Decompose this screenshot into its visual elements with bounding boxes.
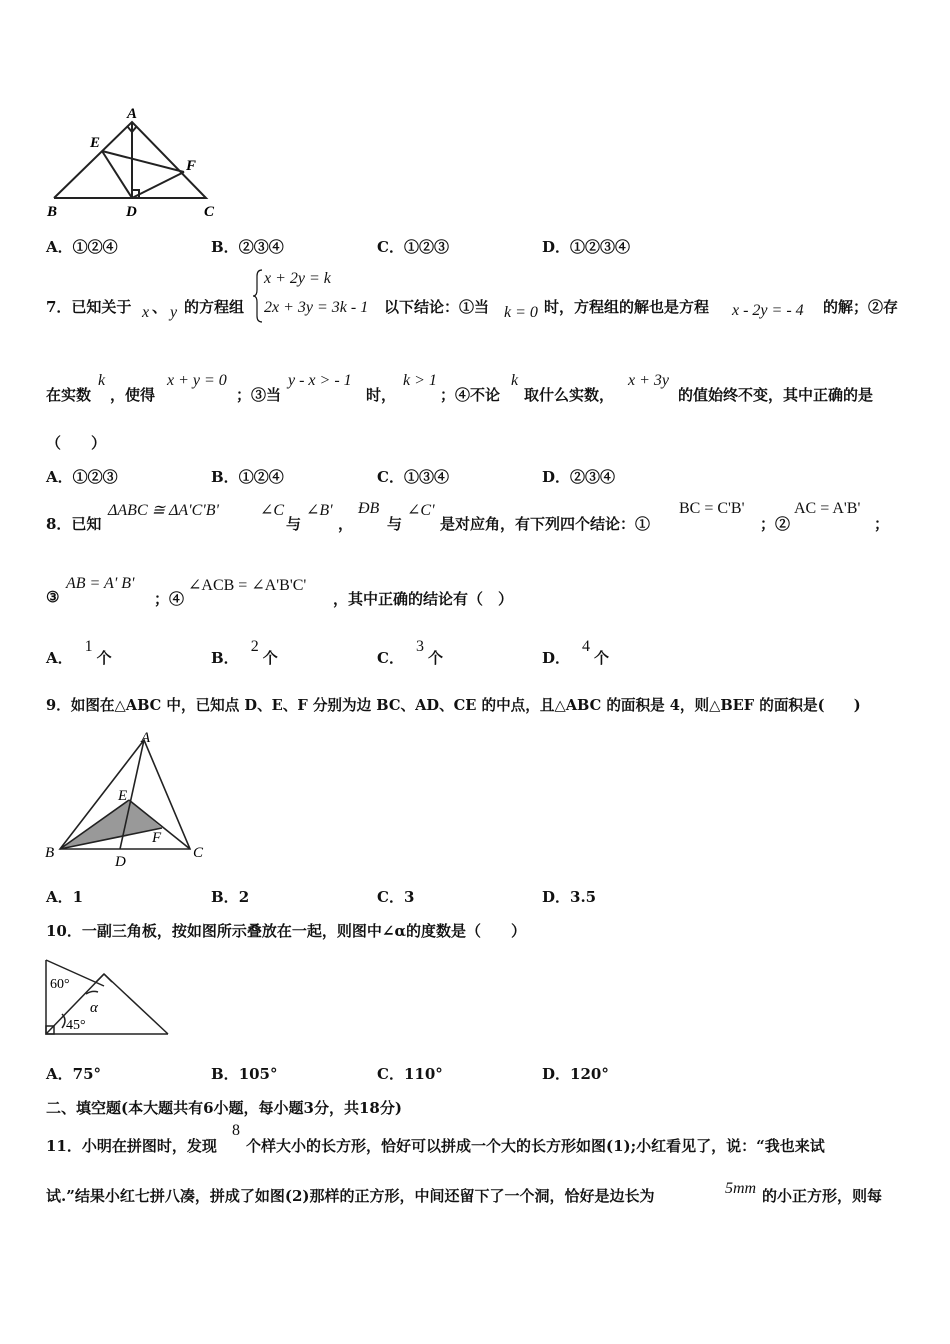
q7-var-x: x xyxy=(142,304,150,321)
q8-option-d[interactable]: D．4个 xyxy=(542,638,610,667)
q8-angle-c: ∠C xyxy=(260,502,285,519)
q7-l2-t2: ，使得 xyxy=(110,386,156,404)
q6-option-d[interactable]: D．①②③④ xyxy=(542,238,631,256)
q10-question: 10．一副三角板，按如图所示叠放在一起，则图中∠α的度数是（ ） xyxy=(46,922,526,940)
q6-label-b: B xyxy=(47,204,58,220)
q7-l2-k: k xyxy=(98,372,106,389)
q10-option-a[interactable]: A．75° xyxy=(46,1065,102,1083)
q7-sep: 、 xyxy=(152,298,168,316)
q7-eq3: x - 2y = - 4 xyxy=(732,302,804,319)
q6-label-f: F xyxy=(186,158,197,174)
q8-t6: ； xyxy=(874,515,890,533)
q9-triangle-figure xyxy=(40,726,215,872)
q7-k0: k = 0 xyxy=(504,304,538,321)
q7-line1: 7．已知关于 xyxy=(46,298,132,316)
q8-cong: ΔABC ≅ ΔA'C'B' xyxy=(108,502,219,519)
q8-ab: AB = A' B' xyxy=(66,575,135,592)
q7-option-a[interactable]: A．①②③ xyxy=(46,468,118,486)
q8-angle-b1: ∠B' xyxy=(306,502,333,519)
q7-eq2: 2x + 3y = 3k - 1 xyxy=(264,299,369,316)
q7-paren: （ ） xyxy=(46,434,107,452)
q8-l2-t3: ，其中正确的结论有（ ） xyxy=(333,590,514,608)
q7-t4: 时，方程组的解也是方程 xyxy=(544,298,710,316)
q7-system-brace xyxy=(253,268,263,324)
q7-eq1: x + 2y = k xyxy=(264,270,331,287)
q11-l2-t2: 的小正方形，则每 xyxy=(762,1187,883,1205)
q7-l2-k2: k xyxy=(511,372,519,389)
q9-label-a: A xyxy=(141,730,151,746)
q9-label-e: E xyxy=(118,788,128,804)
q7-l2-t4: 时， xyxy=(366,386,397,404)
q8-angle-b: ÐB xyxy=(358,500,380,517)
q10-label-alpha: α xyxy=(90,1000,98,1016)
q7-option-b[interactable]: B．①②④ xyxy=(211,468,284,486)
q9-option-c[interactable]: C．3 xyxy=(377,888,415,906)
q7-l2-t5: ；④不论 xyxy=(440,386,501,404)
q8-option-b[interactable]: B．2个 xyxy=(211,638,278,667)
q8-t4: 是对应角，有下列四个结论：① xyxy=(440,515,651,533)
q9-option-a[interactable]: A．1 xyxy=(46,888,84,906)
q6-option-c[interactable]: C．①②③ xyxy=(377,238,449,256)
q7-l2-t6: 取什么实数， xyxy=(524,386,615,404)
q8-bc: BC = C'B' xyxy=(679,500,745,517)
q10-label-45: 45° xyxy=(66,1018,86,1033)
q7-t3: 以下结论：①当 xyxy=(384,298,490,316)
q7-l2-k1: k > 1 xyxy=(403,372,437,389)
q9-option-b[interactable]: B．2 xyxy=(211,888,250,906)
q8-l2-t2: ；④ xyxy=(154,590,185,608)
q9-label-f: F xyxy=(152,830,162,846)
q6-label-e: E xyxy=(90,135,101,151)
q6-label-d: D xyxy=(126,204,137,220)
q8-acb: ∠ACB = ∠A'B'C' xyxy=(188,577,307,594)
q6-option-b[interactable]: B．②③④ xyxy=(211,238,284,256)
q6-label-a: A xyxy=(127,106,138,122)
q7-l2-t7: 的值始终不变，其中正确的是 xyxy=(678,386,874,404)
q7-t5: 的解；②存 xyxy=(823,298,899,316)
q9-label-d: D xyxy=(115,854,126,870)
q8-t1: 8．已知 xyxy=(46,515,102,533)
q10-set-squares-figure xyxy=(40,956,176,1040)
q10-label-60: 60° xyxy=(50,977,70,992)
q7-l2-t3: ；③当 xyxy=(236,386,282,404)
q11-l1-t2: 个样大小的长方形，恰好可以拼成一个大的长方形如图(1);小红看见了，说：“我也来试 xyxy=(246,1137,825,1155)
q8-option-a[interactable]: A．1个 xyxy=(46,638,112,667)
q11-l2-t1: 试.”结果小红七拼八凑，拼成了如图(2)那样的正方形，中间还留下了一个洞，恰好是边长为 xyxy=(46,1187,655,1205)
q10-option-c[interactable]: C．110° xyxy=(377,1065,443,1083)
q11-l1-t1: 11．小明在拼图时，发现 xyxy=(46,1137,217,1155)
q7-l2-yx: y - x > - 1 xyxy=(288,372,352,389)
q6-label-c: C xyxy=(204,204,215,220)
q11-num: 8 xyxy=(232,1122,240,1139)
q9-label-c: C xyxy=(193,845,204,861)
q8-angle-c1: ∠C' xyxy=(407,502,435,519)
q7-t2: 的方程组 xyxy=(184,298,245,316)
q10-option-b[interactable]: B．105° xyxy=(211,1065,278,1083)
q8-t3: 与 xyxy=(387,515,403,533)
q6-triangle-figure xyxy=(40,104,230,222)
q7-l2-xy0: x + y = 0 xyxy=(167,372,227,389)
q9-question: 9．如图在△ABC 中，已知点 D、E、F 分别为边 BC、AD、CE 的中点，且△ABC 的面积是 4，则△BEF 的面积是( ) xyxy=(46,697,861,714)
q8-t2: 与 xyxy=(286,515,302,533)
q11-5mm: 5mm xyxy=(725,1180,757,1197)
q8-option-c[interactable]: C．3个 xyxy=(377,638,443,667)
q8-comma: ， xyxy=(338,515,354,533)
q7-l2-t1: 在实数 xyxy=(46,386,92,404)
q8-l2-t1: ③ xyxy=(46,588,60,606)
q8-t5: ；② xyxy=(760,515,791,533)
q10-option-d[interactable]: D．120° xyxy=(542,1065,609,1083)
q7-var-y: y xyxy=(170,304,178,321)
q9-label-b: B xyxy=(45,845,55,861)
q7-option-c[interactable]: C．①③④ xyxy=(377,468,449,486)
q9-option-d[interactable]: D．3.5 xyxy=(542,888,597,906)
q8-ac: AC = A'B' xyxy=(794,500,861,517)
section-2-title: 二、填空题(本大题共有6小题，每小题3分，共18分) xyxy=(46,1099,402,1117)
q7-l2-x3y: x + 3y xyxy=(628,372,669,389)
q7-option-d[interactable]: D．②③④ xyxy=(542,468,616,486)
q6-option-a[interactable]: A．①②④ xyxy=(46,238,118,256)
